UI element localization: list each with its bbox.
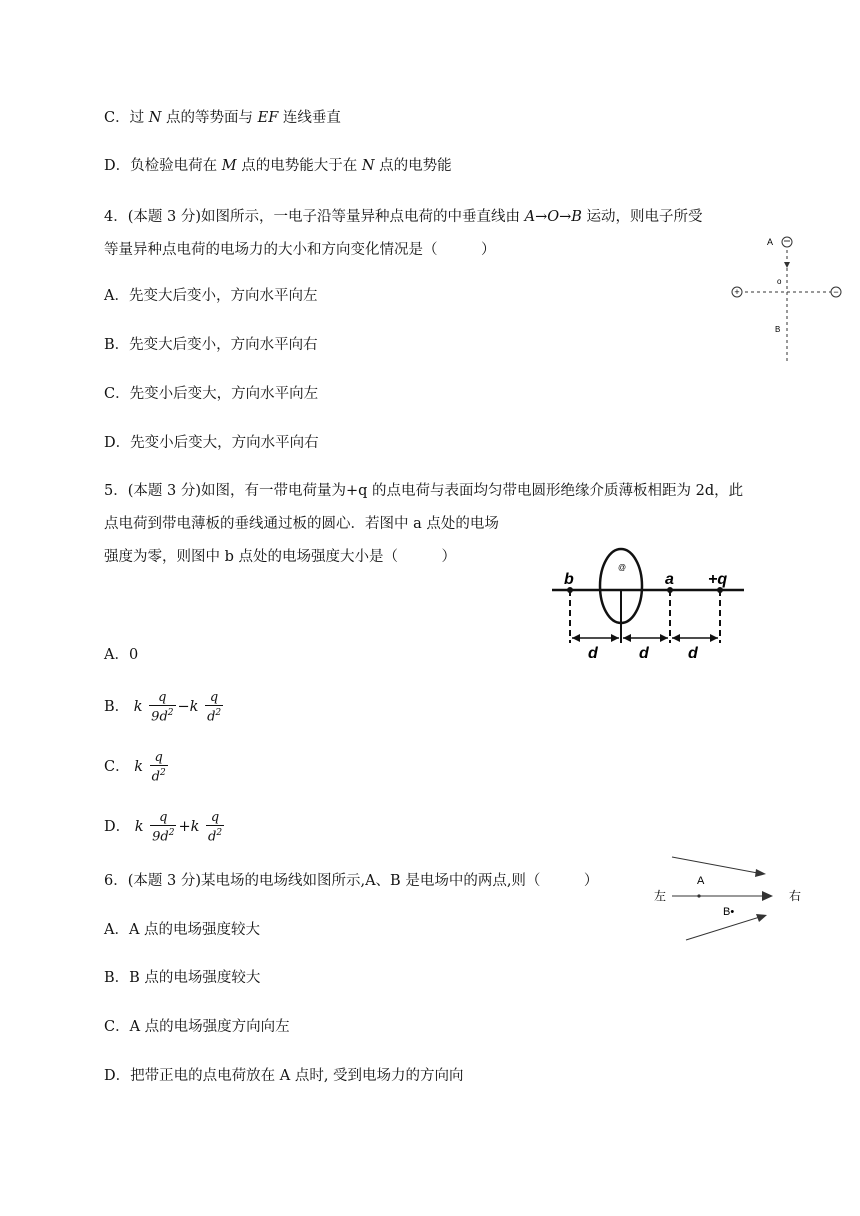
q3-option-d: D．负检验电荷在 M 点的电势能大于在 N 点的电势能: [104, 158, 452, 174]
q6-fig-label-right: 右: [789, 889, 802, 903]
q5-fig-label-d2: d: [639, 645, 649, 662]
q3-option-c: C．过 N 点的等势面与 EF 连线垂直: [104, 110, 341, 126]
q4-fig-label-minus: −: [833, 287, 839, 297]
q5-option-b-frac1: $\frac{q}{9d^2}$: [151, 690, 174, 725]
q5-option-c: C． k $\frac{q}{d^2}$: [104, 750, 166, 785]
q5-stem-line1: 5．(本题 3 分)如图，有一带电荷量为+q 的点电荷与表面均匀带电圆形绝缘介质薄板相距为 2d，此: [104, 483, 744, 499]
q4-option-d: D．先变小后变大，方向水平向右: [104, 435, 319, 451]
q4-fig-label-o: o: [777, 277, 782, 286]
q5-option-d-frac1: $\frac{q}{9d^2}$: [152, 810, 175, 845]
q6-option-c: C．A 点的电场强度方向向左: [104, 1019, 290, 1035]
q5-stem-line2: 点电荷到带电薄板的垂线通过板的圆心．若图中 a 点处的电场: [104, 516, 499, 532]
q4-option-c: C．先变小后变大，方向水平向左: [104, 386, 319, 402]
q6-fig-label-a: A: [697, 875, 705, 887]
q4-option-a: A．先变大后变小，方向水平向左: [104, 288, 318, 304]
q4-stem-line1: 4．(本题 3 分)如图所示，一电子沿等量异种点电荷的中垂直线由 A→O→B 运动，则电子所受: [104, 209, 703, 225]
q6-stem: 6．(本题 3 分)某电场的电场线如图所示,A、B 是电场中的两点,则（ ）: [104, 873, 599, 889]
q4-fig-label-a: A: [767, 237, 774, 247]
q4-option-b: B．先变大后变小，方向水平向右: [104, 337, 318, 353]
q4-figure: [725, 228, 845, 368]
q5-fig-label-center: @: [618, 563, 627, 572]
q6-fig-label-b: B•: [723, 906, 735, 918]
q6-option-b: B．B 点的电场强度较大: [104, 970, 261, 986]
q5-stem-line3: 强度为零，则图中 b 点处的电场强度大小是（ ）: [104, 549, 456, 565]
q5-option-d-frac2: $\frac{q}{d^2}$: [208, 810, 223, 845]
q4-fig-label-plus: +: [734, 287, 740, 297]
q5-figure: [548, 548, 748, 663]
q5-option-a: A．0: [104, 647, 139, 663]
q4-stem-line2: 等量异种点电荷的电场力的大小和方向变化情况是（ ）: [104, 242, 496, 258]
q5-option-b-frac2: $\frac{q}{d^2}$: [207, 690, 222, 725]
q5-fig-label-d3: d: [688, 645, 698, 662]
q6-fig-label-left: 左: [654, 889, 667, 903]
q6-option-d: D．把带正电的点电荷放在 A 点时, 受到电场力的方向向: [104, 1068, 464, 1084]
q5-fig-label-b: b: [564, 571, 574, 588]
q5-fig-label-a: a: [665, 571, 674, 588]
q5-fig-label-q: +q: [708, 571, 728, 588]
q5-option-b: B． k $\frac{q}{9d^2}$ −k $\frac{q}{d^2}$: [104, 690, 222, 725]
q6-option-a: A．A 点的电场强度较大: [104, 922, 261, 938]
q5-option-d: D． k $\frac{q}{9d^2}$ +k $\frac{q}{d^2}$: [104, 810, 223, 845]
q5-fig-label-d1: d: [588, 645, 598, 662]
q6-figure: [650, 850, 810, 945]
q4-fig-label-b: B: [775, 325, 781, 334]
q5-option-c-frac: $\frac{q}{d^2}$: [151, 750, 166, 785]
